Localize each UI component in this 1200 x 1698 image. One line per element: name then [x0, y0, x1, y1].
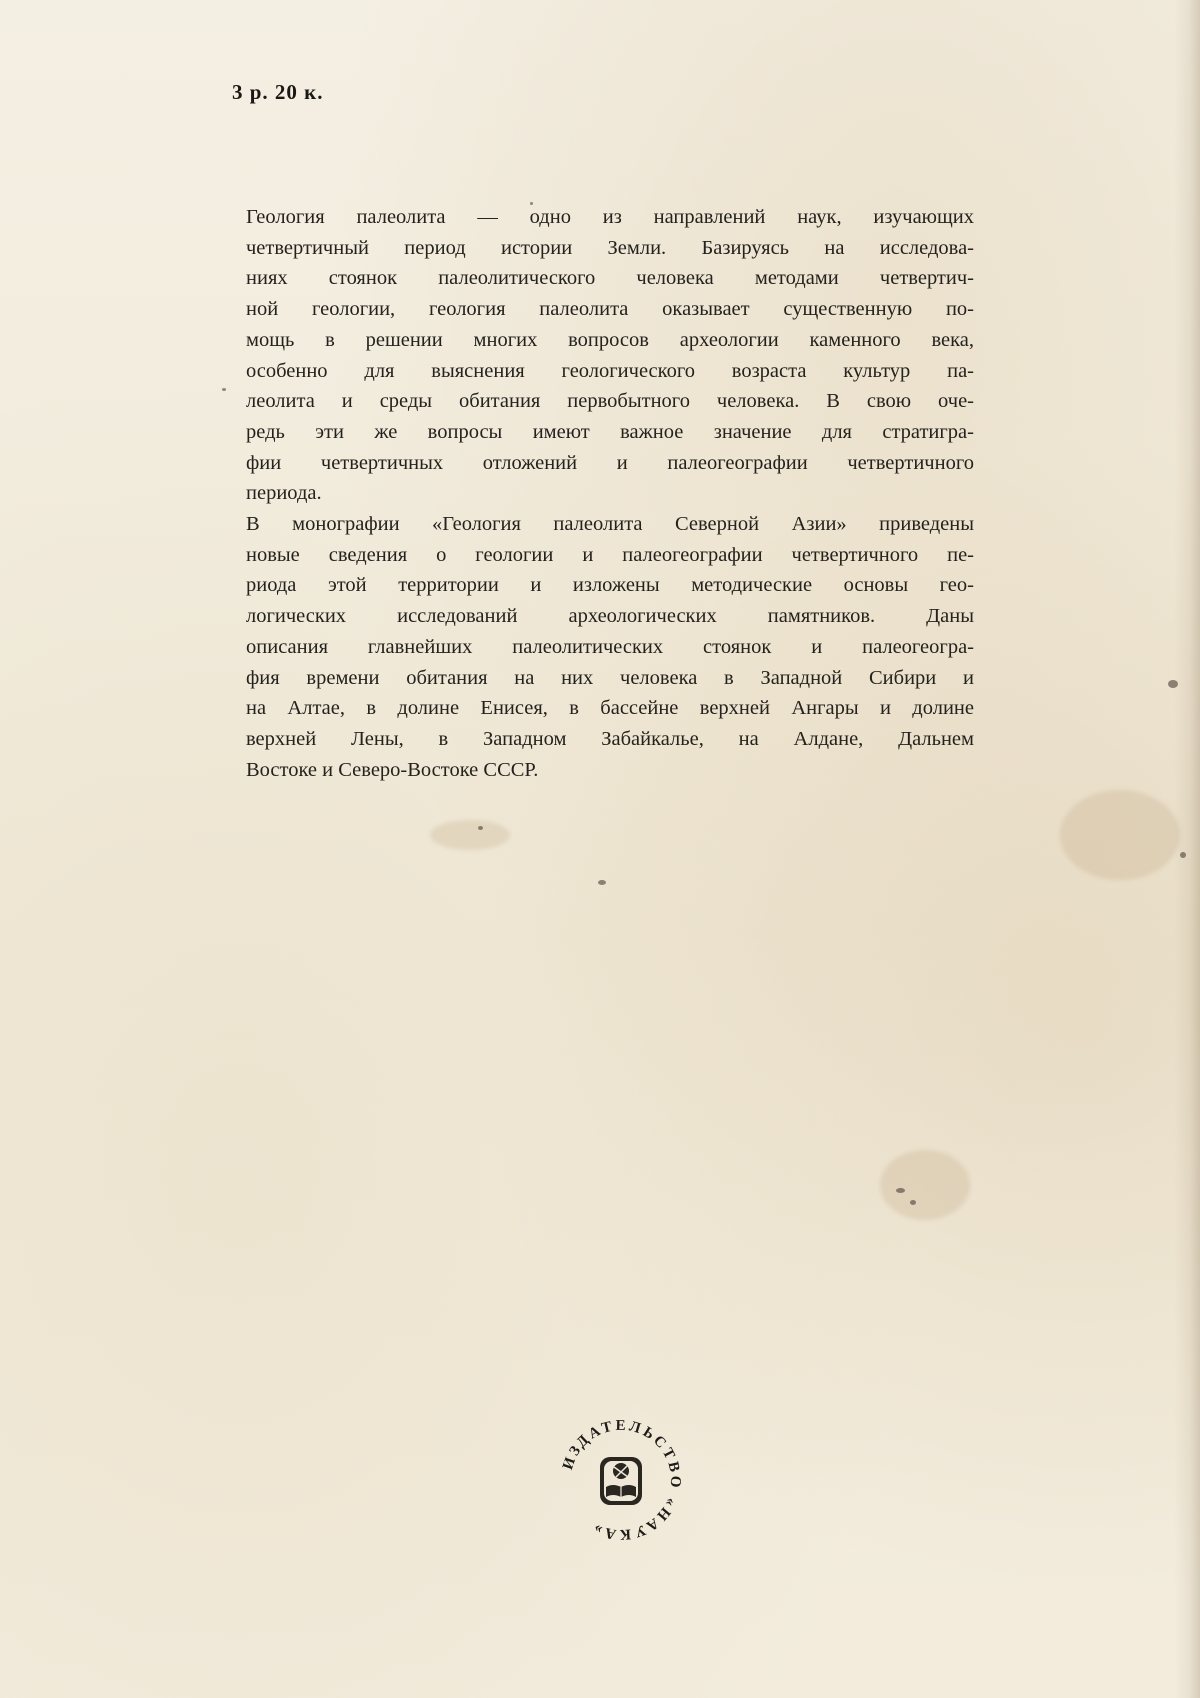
abstract-paragraph-2 [246, 509, 974, 785]
text-line: четвертичный период истории Земли. Базируясь на исследова- [246, 236, 974, 259]
text-line: ниях стоянок палеолитического человека методами четвертич- [246, 267, 974, 290]
paper-speck [910, 1200, 916, 1205]
publisher-logo [556, 1415, 686, 1545]
page-edge-shadow [1174, 0, 1200, 1698]
paper-stain [430, 820, 510, 850]
text-line: Геология палеолита — одно из направлений наук, изучающих [246, 206, 974, 228]
paper-speck [896, 1188, 905, 1193]
text-line: мощь в решении многих вопросов археологии каменного века, [246, 328, 974, 351]
text-line: леолита и среды обитания первобытного человека. В свою оче- [246, 390, 974, 413]
abstract-paragraph-1 [246, 202, 974, 509]
text-line: на Алтае, в долине Енисея, в бассейне верхней Ангары и долине [246, 697, 974, 720]
publisher-ring-text: ИЗДАТЕЛЬСТВО «НАУКА» [560, 1417, 684, 1543]
text-line: новые сведения о геологии и палеогеографии четвертичного пе- [246, 543, 974, 566]
text-line: особенно для выяснения геологического возраста культур па- [246, 359, 974, 382]
text-line: периода. [246, 482, 322, 505]
text-line: ной геологии, геология палеолита оказывает существенную по- [246, 298, 974, 321]
paper-stain [880, 1150, 970, 1220]
text-line: Востоке и Северо-Востоке СССР. [246, 758, 539, 781]
paper-speck [598, 880, 606, 885]
text-line: логических исследований археологических памятников. Даны [246, 605, 974, 628]
paper-speck [1180, 852, 1186, 858]
text-line: риода этой территории и изложены методические основы гео- [246, 574, 974, 597]
open-book-emblem-icon [556, 1415, 686, 1545]
paper-speck [478, 826, 483, 830]
price-label: 3 р. 20 к. [232, 80, 324, 104]
text-line: верхней Лены, в Западном Забайкалье, на Алдане, Дальнем [246, 727, 974, 750]
book-abstract [246, 202, 974, 785]
text-line: редь эти же вопросы имеют важное значение для стратигра- [246, 420, 974, 443]
text-line: В монографии «Геология палеолита Северной Азии» приведены [246, 513, 974, 536]
text-line: описания главнейших палеолитических стоянок и палеогеогра- [246, 635, 974, 658]
text-line: фия времени обитания на них человека в Западной Сибири и [246, 666, 974, 689]
text-line: фии четвертичных отложений и палеогеографии четвертичного [246, 451, 974, 474]
paper-speck [1168, 680, 1178, 688]
paper-speck [222, 388, 226, 391]
paper-stain [1060, 790, 1180, 880]
